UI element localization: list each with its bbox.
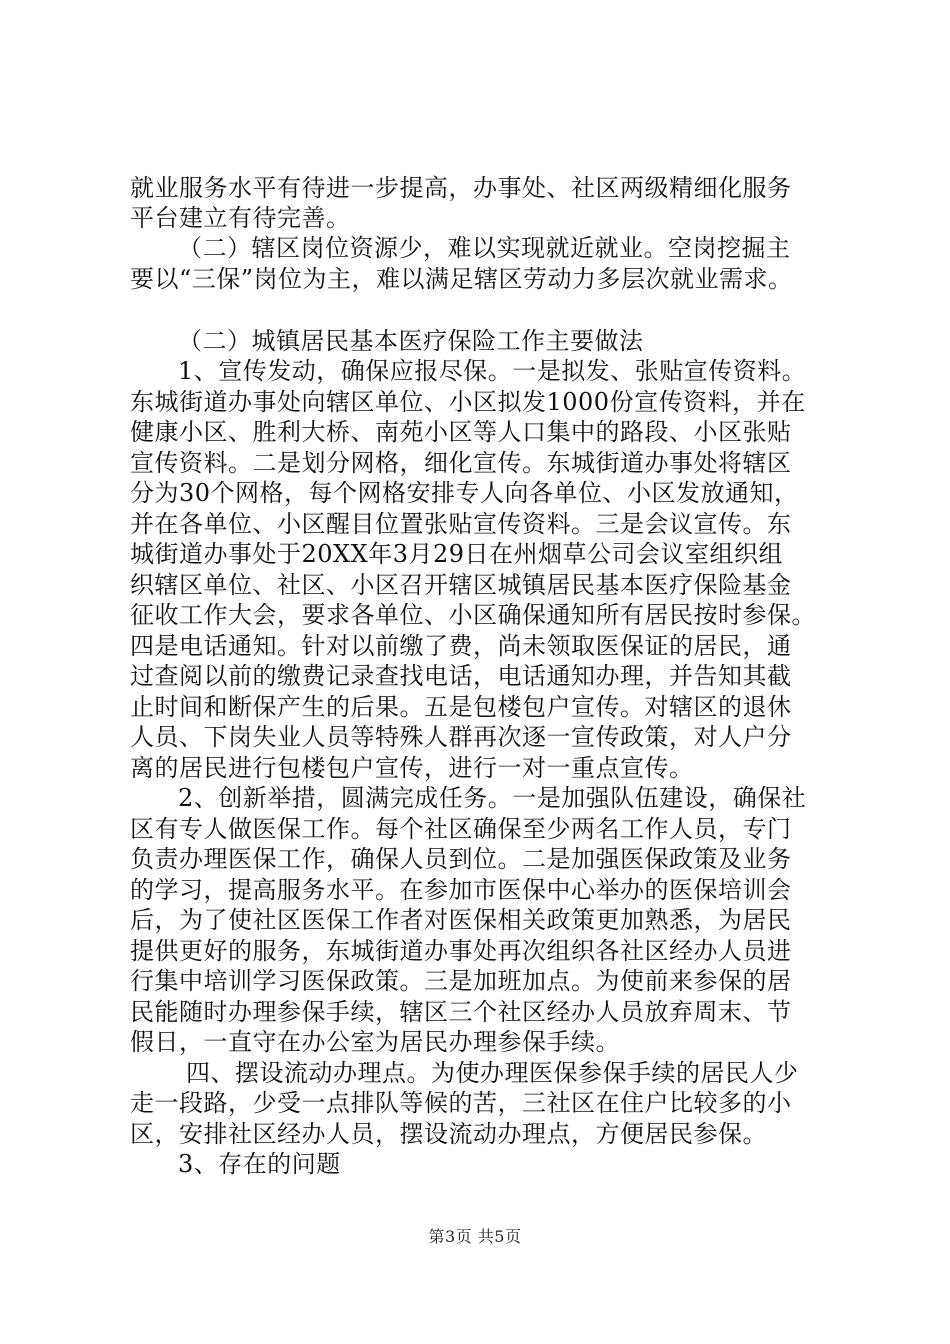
text-line: 行集中培训学习医保政策。三是加班加点。为使前来参保的居 [130, 967, 792, 995]
text-line: 2、创新举措，圆满完成任务。一是加强队伍建设，确保社 [178, 784, 807, 812]
text-line: 征收工作大会，要求各单位、小区确保通知所有居民按时参保。 [130, 601, 816, 629]
text-line: 1、宣传发动，确保应报尽保。一是拟发、张贴宣传资料。 [178, 357, 807, 385]
text-line: 区有专人做医保工作。每个社区确保至少两名工作人员，专门 [130, 815, 792, 843]
section-heading: （二）城镇居民基本医疗保险工作主要做法 [178, 327, 644, 355]
text-line: 假日，一直守在办公室为居民办理参保手续。 [130, 1028, 620, 1056]
text-line: 的学习，提高服务水平。在参加市医保中心举办的医保培训会 [130, 876, 792, 904]
text-line: 宣传资料。二是划分网格，细化宣传。东城街道办事处将辖区 [130, 449, 792, 477]
page-footer: 第3页 共5页 [428, 1227, 522, 1246]
text-line: 区，安排社区经办人员，摆设流动办理点，方便居民参保。 [130, 1120, 767, 1148]
text-line: 3、存在的问题 [178, 1150, 341, 1178]
text-line: 人员、下岗失业人员等特殊人群再次逐一宣传政策，对人户分 [130, 723, 792, 751]
text-line: 健康小区、胜利大桥、南苑小区等人口集中的路段、小区张贴 [130, 418, 792, 446]
text-line: 城街道办事处于20XX年3月29日在州烟草公司会议室组织组 [130, 540, 784, 568]
text-line: 就业服务水平有待进一步提高，办事处、社区两级精细化服务 [130, 174, 792, 202]
text-line: 后，为了使社区医保工作者对医保相关政策更加熟悉，为居民 [130, 906, 792, 934]
text-line: 提供更好的服务，东城街道办事处再次组织各社区经办人员进 [130, 937, 792, 965]
text-line: 止时间和断保产生的后果。五是包楼包户宣传。对辖区的退休 [130, 693, 792, 721]
text-line: 平台建立有待完善。 [130, 204, 351, 232]
text-line: 民能随时办理参保手续，辖区三个社区经办人员放弃周末、节 [130, 998, 792, 1026]
text-line: 织辖区单位、社区、小区召开辖区城镇居民基本医疗保险基金 [130, 571, 792, 599]
text-line: 负责办理医保工作，确保人员到位。二是加强医保政策及业务 [130, 845, 792, 873]
text-line: 并在各单位、小区醒目位置张贴宣传资料。三是会议宣传。东 [130, 510, 792, 538]
text-line: 东城街道办事处向辖区单位、小区拟发1000份宣传资料，并在 [130, 388, 806, 416]
text-line: 要以“三保”岗位为主，难以满足辖区劳动力多层次就业需求。 [130, 265, 793, 293]
text-line: 四是电话通知。针对以前缴了费，尚未领取医保证的居民，通 [130, 632, 792, 660]
text-line: 走一段路，少受一点排队等候的苦，三社区在住户比较多的小 [130, 1089, 792, 1117]
text-line: （二）辖区岗位资源少，难以实现就近就业。空岗挖掘主 [178, 234, 791, 262]
text-line: 过查阅以前的缴费记录查找电话，电话通知办理，并告知其截 [130, 662, 792, 690]
text-line: 四、摆设流动办理点。为使办理医保参保手续的居民人少 [186, 1059, 799, 1087]
text-line: 分为30个网格，每个网格安排专人向各单位、小区发放通知， [130, 479, 799, 507]
text-line: 离的居民进行包楼包户宣传，进行一对一重点宣传。 [130, 754, 694, 782]
